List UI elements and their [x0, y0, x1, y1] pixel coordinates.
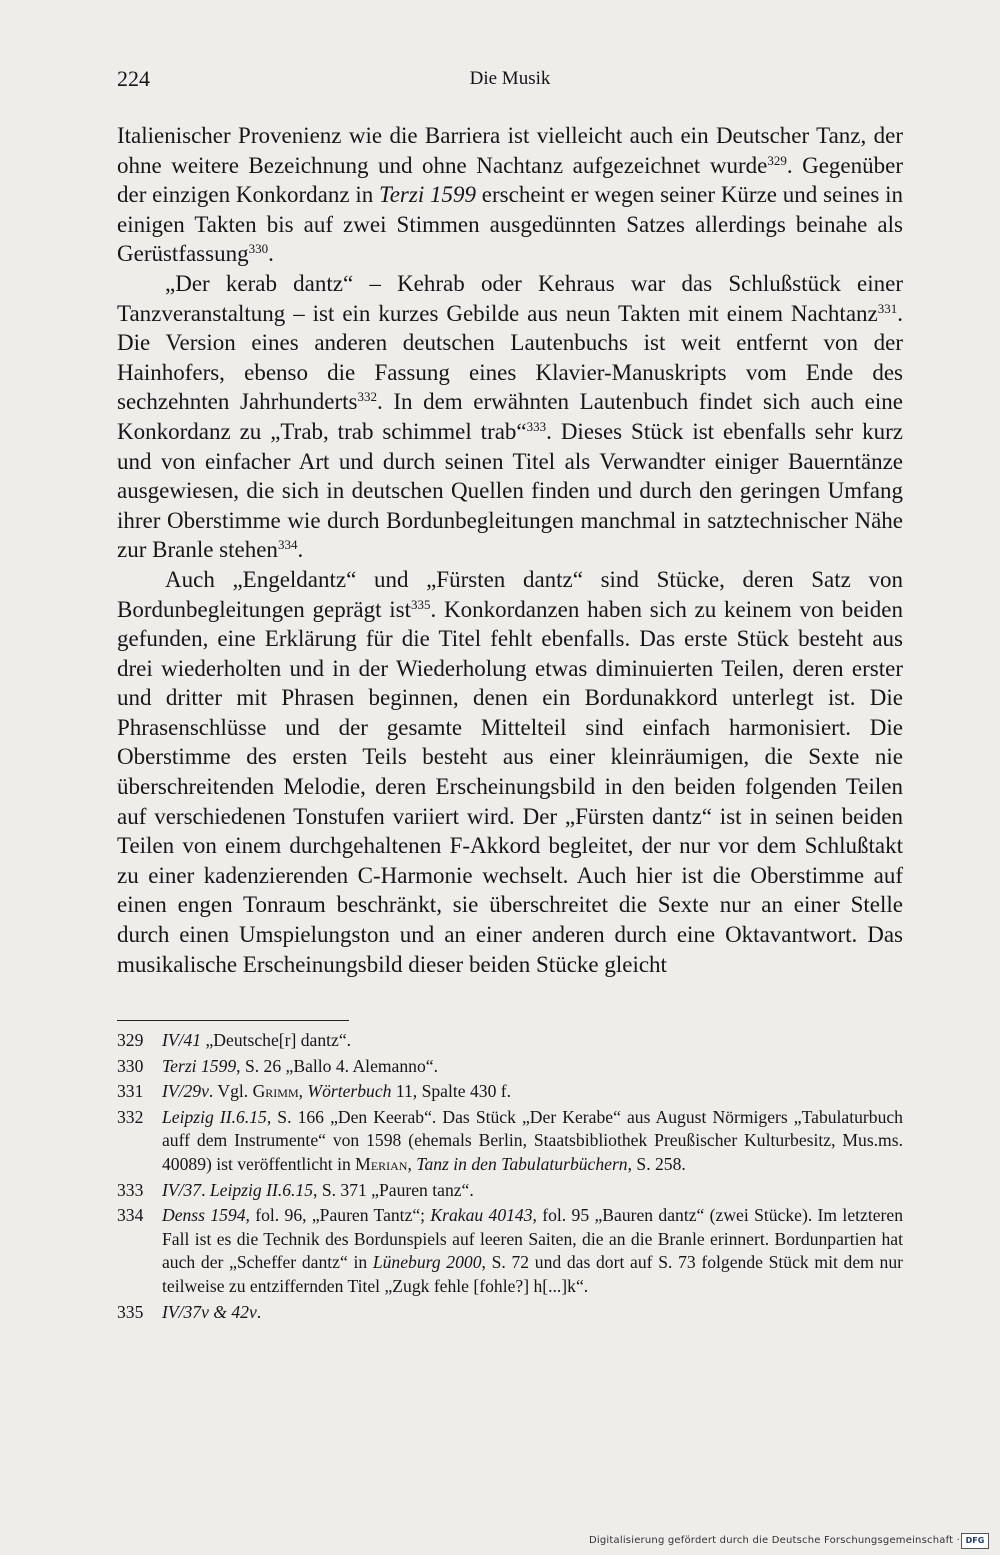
text-run: „Der kerab dantz“ – Kehrab oder Kehraus war das Schlußstück einer Tanzveranstaltung – ist ein kurzes Gebilde aus neun Takten mit einem Nachtanz	[117, 270, 903, 326]
text-run: . Vgl.	[208, 1081, 253, 1102]
author-name: Merian	[355, 1153, 408, 1174]
footnote-number: 332	[117, 1106, 144, 1127]
author-name: Grimm	[252, 1081, 299, 1102]
footnote-331	[117, 1080, 903, 1104]
text-run: .	[297, 537, 304, 563]
source-siglum: Krakau 40143	[430, 1205, 533, 1226]
text-run: Auch „Engeldantz“ und „Fürsten dantz“ sind Stücke, deren Satz von Bordunbegleitungen geprägt ist	[117, 566, 903, 622]
footnote-330	[117, 1055, 903, 1079]
footnote-number: 330	[117, 1055, 144, 1076]
footnote-divider	[117, 1020, 349, 1021]
text-run: , S. 371 „Pauren tanz“.	[313, 1179, 474, 1200]
footnote-334	[117, 1204, 903, 1298]
footnote-ref-335: 335	[410, 596, 431, 612]
text-run: 11, Spalte 430 f.	[391, 1081, 512, 1102]
text-run: ,	[298, 1081, 308, 1102]
text-run: , fol. 95 „Bauren dantz“ (zwei Stücke). Im letzteren Fall ist es die Technik des Bordunspiels auf leeren Saiten, die an die Branle erinnert. Bordunpartien hat auch der „Scheffer dantz“ in	[162, 1205, 903, 1273]
paragraph-2	[117, 269, 903, 565]
footnote-number: 335	[117, 1301, 144, 1322]
text-run: , S. 166 „Den Keerab“. Das Stück „Der Kerabe“ aus August Nörmigers „Tabulaturbuch auff dem Instrumente“ von 1598 (ehemals Berlin, Staatsbibliothek Preußischer Kulturbesitz, Mus.ms. 40089) ist veröffentlicht in	[162, 1106, 903, 1174]
footnote-ref-333: 333	[526, 418, 547, 434]
text-run: . In dem erwähnten Lautenbuch findet sich auch eine Konkordanz zu „Trab, trab schimmel trab“	[117, 389, 903, 444]
source-siglum: Lüneburg 2000	[372, 1252, 482, 1273]
digitization-credit: Digitalisierung gefördert durch die Deutsche Forschungsgemeinschaft ·	[589, 1535, 960, 1546]
source-siglum: Leipzig II.6.15	[162, 1106, 267, 1127]
text-run: erscheint er wegen seiner Kürze und seines in einigen Takten bis auf zwei Stimmen ausgedünnten Satzes allerdings beinahe als Gerüstfassung	[117, 182, 903, 267]
footnote-number: 329	[117, 1030, 144, 1050]
text-run: , S. 26 „Ballo 4. Alemanno“.	[236, 1055, 438, 1076]
footnote-ref-332: 332	[357, 389, 377, 405]
page-number: 224	[117, 66, 150, 91]
footnote-ref-334: 334	[277, 537, 298, 553]
text-run: „Deutsche[r] dantz“.	[201, 1030, 352, 1050]
footnote-ref-329: 329	[767, 152, 787, 168]
text-run: . Die Version eines anderen deutschen Lautenbuchs ist weit entfernt von der Hainhofers, ebenso die Fassung eines Klavier-Manuskripts vom Ende des sechzehnten Jahrhunderts	[117, 300, 903, 415]
source-siglum: Terzi 1599	[162, 1055, 237, 1076]
source-siglum: IV/29v	[162, 1081, 209, 1102]
footnote-number: 333	[117, 1179, 144, 1200]
text-run: , S. 72 und das dort auf S. 73 folgende Stück mit dem nur teilweise zu entziffernden Titel „Zugk fehle [fohle?] h[...]k“.	[162, 1252, 903, 1296]
paragraph-1	[117, 121, 903, 269]
source-siglum: IV/41	[162, 1030, 202, 1050]
paragraph-3	[117, 565, 903, 979]
work-title: Tanz in den Tabulaturbüchern	[416, 1153, 628, 1174]
footnote-332	[117, 1106, 903, 1177]
text-run: .	[256, 1301, 262, 1322]
text-run: . Gegenüber der einzigen Konkordanz in	[117, 152, 903, 208]
source-siglum: Leipzig II.6.15	[209, 1179, 314, 1200]
work-title: Wörterbuch	[307, 1081, 392, 1102]
text-run: , fol. 96, „Pauren Tantz“;	[245, 1205, 431, 1226]
footnote-ref-331: 331	[877, 300, 898, 316]
source-siglum: IV/37	[162, 1179, 202, 1200]
footnote-329	[117, 1029, 903, 1053]
text-run: Italienischer Provenienz wie die Barriera ist vielleicht auch ein Deutscher Tanz, der ohne weitere Bezeichnung und ohne Nachtanz aufgezeichnet wurde	[117, 123, 903, 178]
running-title: Die Musik	[469, 68, 551, 89]
footnote-number: 331	[117, 1081, 144, 1102]
footnote-333	[117, 1179, 903, 1203]
dfg-logo: DFG	[961, 1533, 989, 1549]
footnote-ref-330: 330	[248, 241, 269, 257]
text-run: . Dieses Stück ist ebenfalls sehr kurz und von einfacher Art und durch seinen Titel als Verwandter einiger Bauerntänze ausgewiesen, die sich in deutschen Quellen finden und durch den geringen Umfang ihrer Oberstimme wie durch Bordunbegleitungen manchmal in satztechnischer Nähe zur Branle stehen	[117, 418, 903, 563]
main-text	[117, 121, 903, 979]
text-run: .	[201, 1179, 210, 1200]
text-run: .	[268, 241, 274, 267]
source-siglum: IV/37v & 42v	[162, 1301, 257, 1322]
footnotes	[117, 1029, 903, 1326]
page-header	[117, 66, 903, 96]
text-run: ,	[407, 1153, 417, 1174]
source-siglum: Denss 1594	[162, 1205, 246, 1226]
text-run: . Konkordanzen haben sich zu keinem von beiden gefunden, eine Erklärung für die Titel fehlt ebenfalls. Das erste Stück besteht aus drei wiederholten und in der Wiederholung etwas diminuierten Teilen, deren erster und dritter mit Phrasen beginnen, denen ein Bordunakkord unterlegt ist. Die Phrasenschlüsse und der gesamte Mittelteil sind einfach harmonisiert. Die Oberstimme des ersten Teils besteht aus einer kleinräumigen, die Sexte nie überschreitenden Melodie, deren Erscheinungsbild in den beiden folgenden Teilen auf verschiedenen Tonstufen variiert wird. Der „Fürsten dantz“ ist in seinen beiden Teilen von einem durchgehaltenen F-Akkord begleitet, der nur vor dem Schlußtakt zu einer kadenzierenden C-Harmonie wechselt. Auch hier ist die Oberstimme auf einen engen Tonraum beschränkt, sie überschreitet die Sexte nur an einer Stelle durch einen Umspielungston und an einer anderen durch eine Oktavantwort. Das musikalische Erscheinungsbild dieser beiden Stücke gleicht	[117, 596, 903, 977]
source-siglum: Terzi 1599	[379, 182, 477, 208]
footnote-335	[117, 1301, 903, 1325]
text-run: , S. 258.	[627, 1153, 686, 1174]
footnote-number: 334	[117, 1205, 144, 1226]
